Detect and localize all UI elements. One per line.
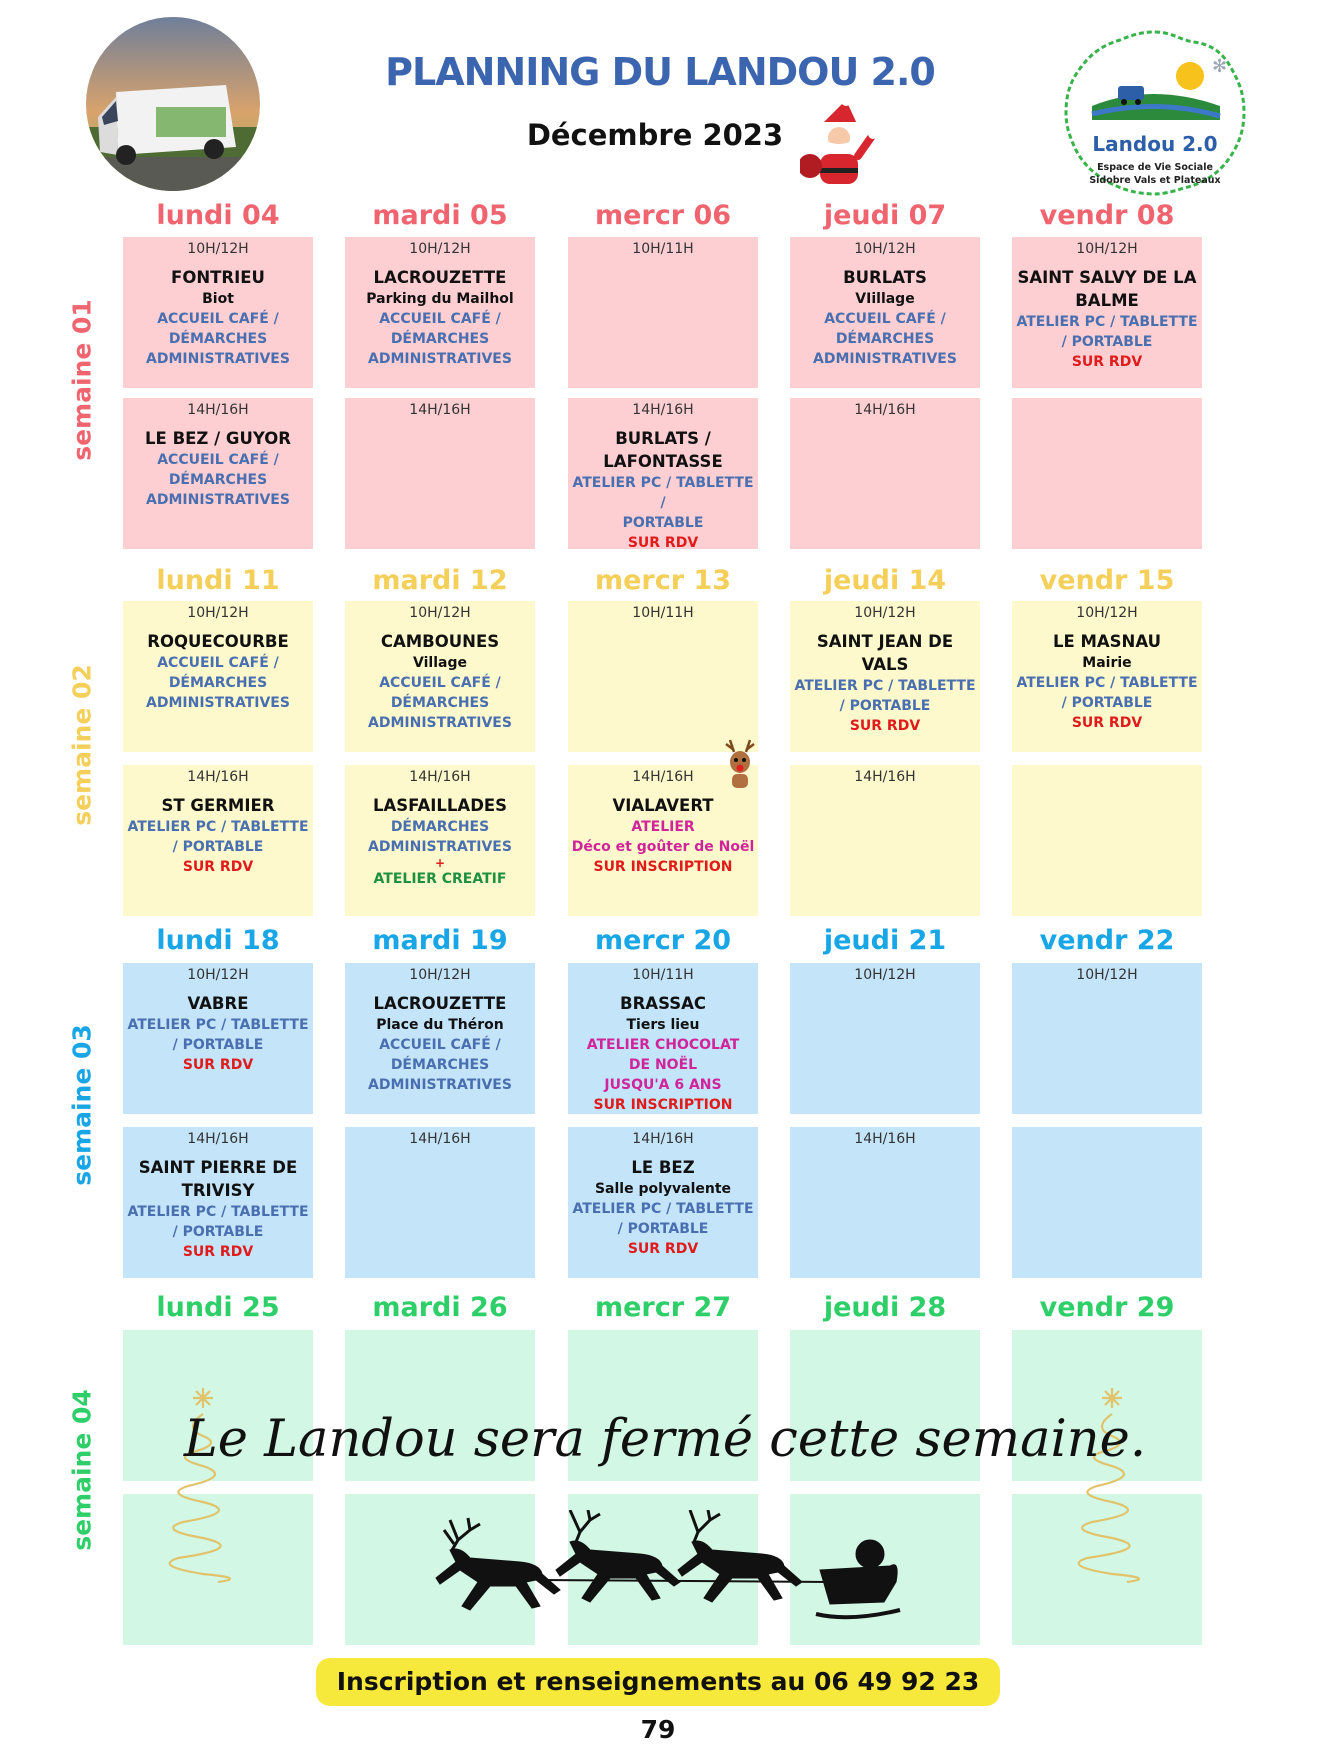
- reindeer-sleigh-icon: [430, 1510, 910, 1634]
- plus-sign: +: [434, 856, 446, 870]
- day-header: vendr 22: [1039, 925, 1175, 956]
- day-header: jeudi 21: [823, 925, 947, 956]
- booking-note: SUR RDV: [1071, 354, 1143, 370]
- day-header: vendr 08: [1039, 200, 1175, 231]
- schedule-cell-pm: [790, 398, 980, 549]
- day-header: jeudi 07: [823, 200, 947, 231]
- location-name: SAINT PIERRE DE TRIVISY: [138, 1158, 298, 1200]
- activity-line: ACCUEIL CAFÉ /: [157, 311, 279, 327]
- activity-line: ATELIER PC / TABLETTE: [127, 1204, 309, 1220]
- day-header: mercr 27: [594, 1292, 732, 1323]
- location-name: LACROUZETTE: [373, 994, 507, 1013]
- time-slot: 10H/12H: [409, 967, 471, 983]
- day-header: jeudi 28: [823, 1292, 947, 1323]
- activity-line: ADMINISTRATIVES: [368, 715, 512, 731]
- location-name: SAINT JEAN DE VALS: [816, 632, 954, 674]
- time-slot: 10H/12H: [854, 605, 916, 621]
- time-slot: 14H/16H: [854, 769, 916, 785]
- location-name: LE BEZ: [631, 1158, 695, 1177]
- schedule-cell-am: [1012, 963, 1202, 1114]
- svg-text:✻: ✻: [1212, 56, 1228, 77]
- schedule-cell-am: [568, 237, 758, 388]
- activity-line: ACCUEIL CAFÉ /: [379, 675, 501, 691]
- week-label-text: semaine 02: [67, 664, 97, 826]
- week-label: [62, 635, 102, 855]
- activity-line: ATELIER PC / TABLETTE: [794, 678, 976, 694]
- activity-line: ATELIER PC / TABLETTE /: [572, 475, 754, 511]
- day-header: mercr 20: [594, 925, 732, 956]
- activity-special: DE NOËL: [628, 1057, 698, 1073]
- location-name: VIALAVERT: [612, 796, 714, 815]
- schedule-cell-pm: [123, 765, 313, 916]
- time-slot: 10H/11H: [632, 241, 694, 257]
- schedule-cell-pm: [345, 1127, 535, 1278]
- time-slot: 14H/16H: [409, 769, 471, 785]
- location-name: SAINT SALVY DE LA BALME: [1017, 268, 1197, 310]
- day-header: mercr 06: [594, 200, 732, 231]
- schedule-cell-am: [345, 237, 535, 388]
- activity-line: / PORTABLE: [1061, 695, 1153, 711]
- time-slot: 14H/16H: [632, 1131, 694, 1147]
- activity-line: ACCUEIL CAFÉ /: [379, 311, 501, 327]
- activity-line: ACCUEIL CAFÉ /: [379, 1037, 501, 1053]
- time-slot: 10H/12H: [854, 967, 916, 983]
- activity-line: DÉMARCHES: [835, 331, 935, 347]
- schedule-cell-pm: [345, 765, 535, 916]
- schedule-cell-am: [1012, 601, 1202, 752]
- activity-line: ATELIER PC / TABLETTE: [1016, 675, 1198, 691]
- schedule-cell-pm: [1012, 398, 1202, 549]
- time-slot: 14H/16H: [409, 1131, 471, 1147]
- schedule-cell-pm: [568, 1127, 758, 1278]
- week-label-text: semaine 01: [67, 299, 97, 461]
- activity-line: ACCUEIL CAFÉ /: [157, 655, 279, 671]
- location-name: LE MASNAU: [1052, 632, 1162, 651]
- schedule-cell-am: [123, 963, 313, 1114]
- time-slot: 14H/16H: [187, 1131, 249, 1147]
- activity-line: ADMINISTRATIVES: [368, 1077, 512, 1093]
- day-header: lundi 25: [156, 1292, 280, 1323]
- activity-line: ATELIER PC / TABLETTE: [127, 819, 309, 835]
- day-header: vendr 15: [1039, 565, 1175, 596]
- booking-note: SUR RDV: [849, 718, 921, 734]
- location-detail: Salle polyvalente: [594, 1181, 732, 1197]
- location-detail: Tiers lieu: [626, 1017, 700, 1033]
- location-detail: Mairie: [1082, 655, 1132, 671]
- booking-note: SUR RDV: [627, 535, 699, 551]
- activity-line: ADMINISTRATIVES: [146, 492, 290, 508]
- activity-line: DÉMARCHES: [390, 695, 490, 711]
- schedule-cell-am: [568, 963, 758, 1114]
- time-slot: 14H/16H: [632, 769, 694, 785]
- time-slot: 10H/11H: [632, 605, 694, 621]
- location-name: BURLATS / LAFONTASSE: [603, 429, 723, 471]
- activity-line: ADMINISTRATIVES: [368, 351, 512, 367]
- booking-note: SUR RDV: [182, 1244, 254, 1260]
- location-detail: Biot: [202, 291, 234, 307]
- schedule-cell-am: [345, 963, 535, 1114]
- camper-van-photo: [86, 17, 260, 191]
- activity-line: / PORTABLE: [1061, 334, 1153, 350]
- location-name: ST GERMIER: [161, 796, 275, 815]
- time-slot: 10H/12H: [187, 241, 249, 257]
- week-label: [62, 995, 102, 1215]
- page-title: PLANNING DU LANDOU 2.0: [385, 50, 935, 94]
- time-slot: 10H/12H: [187, 605, 249, 621]
- activity-line: DÉMARCHES: [168, 675, 268, 691]
- location-name: FONTRIEU: [171, 268, 265, 287]
- day-header: lundi 18: [156, 925, 280, 956]
- location-name: BRASSAC: [620, 994, 706, 1013]
- activity-special: JUSQU'A 6 ANS: [604, 1077, 722, 1093]
- time-slot: 14H/16H: [409, 402, 471, 418]
- time-slot: 10H/12H: [1076, 241, 1138, 257]
- activity-special: ATELIER CHOCOLAT: [586, 1037, 740, 1053]
- activity-line: / PORTABLE: [839, 698, 931, 714]
- schedule-cell-am: [790, 963, 980, 1114]
- activity-line: ADMINISTRATIVES: [146, 351, 290, 367]
- time-slot: 14H/16H: [854, 402, 916, 418]
- booking-note: SUR RDV: [182, 859, 254, 875]
- activity-line: ATELIER PC / TABLETTE: [1016, 314, 1198, 330]
- location-detail: Village: [413, 655, 467, 671]
- activity-line: DÉMARCHES: [168, 472, 268, 488]
- santa-icon: [800, 96, 878, 190]
- activity-line: DÉMARCHES: [390, 819, 490, 835]
- location-name: VABRE: [187, 994, 249, 1013]
- time-slot: 10H/12H: [854, 241, 916, 257]
- booking-note: SUR INSCRIPTION: [593, 1097, 733, 1113]
- day-header: mercr 13: [594, 565, 732, 596]
- schedule-cell-am: [1012, 237, 1202, 388]
- month-subtitle: Décembre 2023: [526, 118, 784, 152]
- activity-special: Déco et goûter de Noël: [571, 839, 755, 855]
- location-name: LACROUZETTE: [373, 268, 507, 287]
- activity-line: ACCUEIL CAFÉ /: [824, 311, 946, 327]
- logo-subtitle: Espace de Vie Sociale Sidobre Vals et Plateaux: [1089, 162, 1221, 186]
- day-header: mardi 12: [372, 565, 508, 596]
- activity-line: ADMINISTRATIVES: [146, 695, 290, 711]
- location-detail: Place du Théron: [376, 1017, 504, 1033]
- day-header: lundi 11: [156, 565, 280, 596]
- day-header: mardi 05: [372, 200, 508, 231]
- schedule-cell-am: [123, 601, 313, 752]
- location-name: CAMBOUNES: [380, 632, 500, 651]
- activity-line: DÉMARCHES: [390, 1057, 490, 1073]
- time-slot: 10H/11H: [632, 967, 694, 983]
- time-slot: 10H/12H: [1076, 605, 1138, 621]
- activity-line: DÉMARCHES: [168, 331, 268, 347]
- logo-name: Landou 2.0: [1092, 132, 1218, 156]
- reindeer-icon: [720, 738, 760, 796]
- location-name: BURLATS: [843, 268, 927, 287]
- day-header: lundi 04: [156, 200, 280, 231]
- week-label: [62, 1360, 102, 1580]
- time-slot: 14H/16H: [187, 769, 249, 785]
- booking-note: SUR RDV: [1071, 715, 1143, 731]
- day-header: mardi 19: [372, 925, 508, 956]
- schedule-cell-pm: [1012, 1127, 1202, 1278]
- time-slot: 14H/16H: [854, 1131, 916, 1147]
- activity-line: ACCUEIL CAFÉ /: [157, 452, 279, 468]
- week-label-text: semaine 03: [67, 1024, 97, 1186]
- week-label-text: semaine 04: [67, 1389, 97, 1551]
- activity-line: / PORTABLE: [617, 1221, 709, 1237]
- activity-line: ADMINISTRATIVES: [368, 839, 512, 855]
- activity-line: / PORTABLE: [172, 839, 264, 855]
- schedule-cell-am: [790, 601, 980, 752]
- time-slot: 10H/12H: [187, 967, 249, 983]
- time-slot: 10H/12H: [409, 241, 471, 257]
- time-slot: 14H/16H: [187, 402, 249, 418]
- contact-banner: Inscription et renseignements au 06 49 92 23 79: [316, 1658, 1000, 1706]
- closed-message: Le Landou sera fermé cette semaine.: [183, 1410, 1147, 1469]
- location-name: ROQUECOURBE: [147, 632, 289, 651]
- schedule-cell-pm: [1012, 765, 1202, 916]
- booking-note: SUR RDV: [182, 1057, 254, 1073]
- location-detail: Parking du Mailhol: [366, 291, 514, 307]
- booking-note: SUR RDV: [627, 1241, 699, 1257]
- activity-line: ATELIER PC / TABLETTE: [127, 1017, 309, 1033]
- schedule-cell-am: [790, 237, 980, 388]
- activity-line: / PORTABLE: [172, 1037, 264, 1053]
- schedule-cell-pm: [123, 398, 313, 549]
- schedule-cell-pm: [790, 1127, 980, 1278]
- location-detail: VIillage: [855, 291, 915, 307]
- time-slot: 10H/12H: [1076, 967, 1138, 983]
- activity-line: PORTABLE: [622, 515, 704, 531]
- day-header: vendr 29: [1039, 1292, 1175, 1323]
- schedule-cell-pm: [568, 398, 758, 549]
- booking-note: SUR INSCRIPTION: [593, 859, 733, 875]
- schedule-cell-am: [123, 237, 313, 388]
- activity-line: DÉMARCHES: [390, 331, 490, 347]
- activity-creative: ATELIER CREATIF: [373, 871, 507, 887]
- schedule-cell-pm: [790, 765, 980, 916]
- schedule-cell-pm: [345, 398, 535, 549]
- activity-line: ATELIER PC / TABLETTE: [572, 1201, 754, 1217]
- day-header: jeudi 14: [823, 565, 947, 596]
- location-name: LASFAILLADES: [372, 796, 508, 815]
- activity-line: ADMINISTRATIVES: [813, 351, 957, 367]
- time-slot: 14H/16H: [632, 402, 694, 418]
- week-label: [62, 270, 102, 490]
- landou-logo: [1062, 28, 1248, 196]
- day-header: mardi 26: [372, 1292, 508, 1323]
- schedule-cell-pm: [123, 1127, 313, 1278]
- activity-special: ATELIER: [631, 819, 695, 835]
- schedule-cell-am: [568, 601, 758, 752]
- activity-line: / PORTABLE: [172, 1224, 264, 1240]
- time-slot: 10H/12H: [409, 605, 471, 621]
- schedule-cell-am: [345, 601, 535, 752]
- location-name: LE BEZ / GUYOR: [145, 429, 291, 448]
